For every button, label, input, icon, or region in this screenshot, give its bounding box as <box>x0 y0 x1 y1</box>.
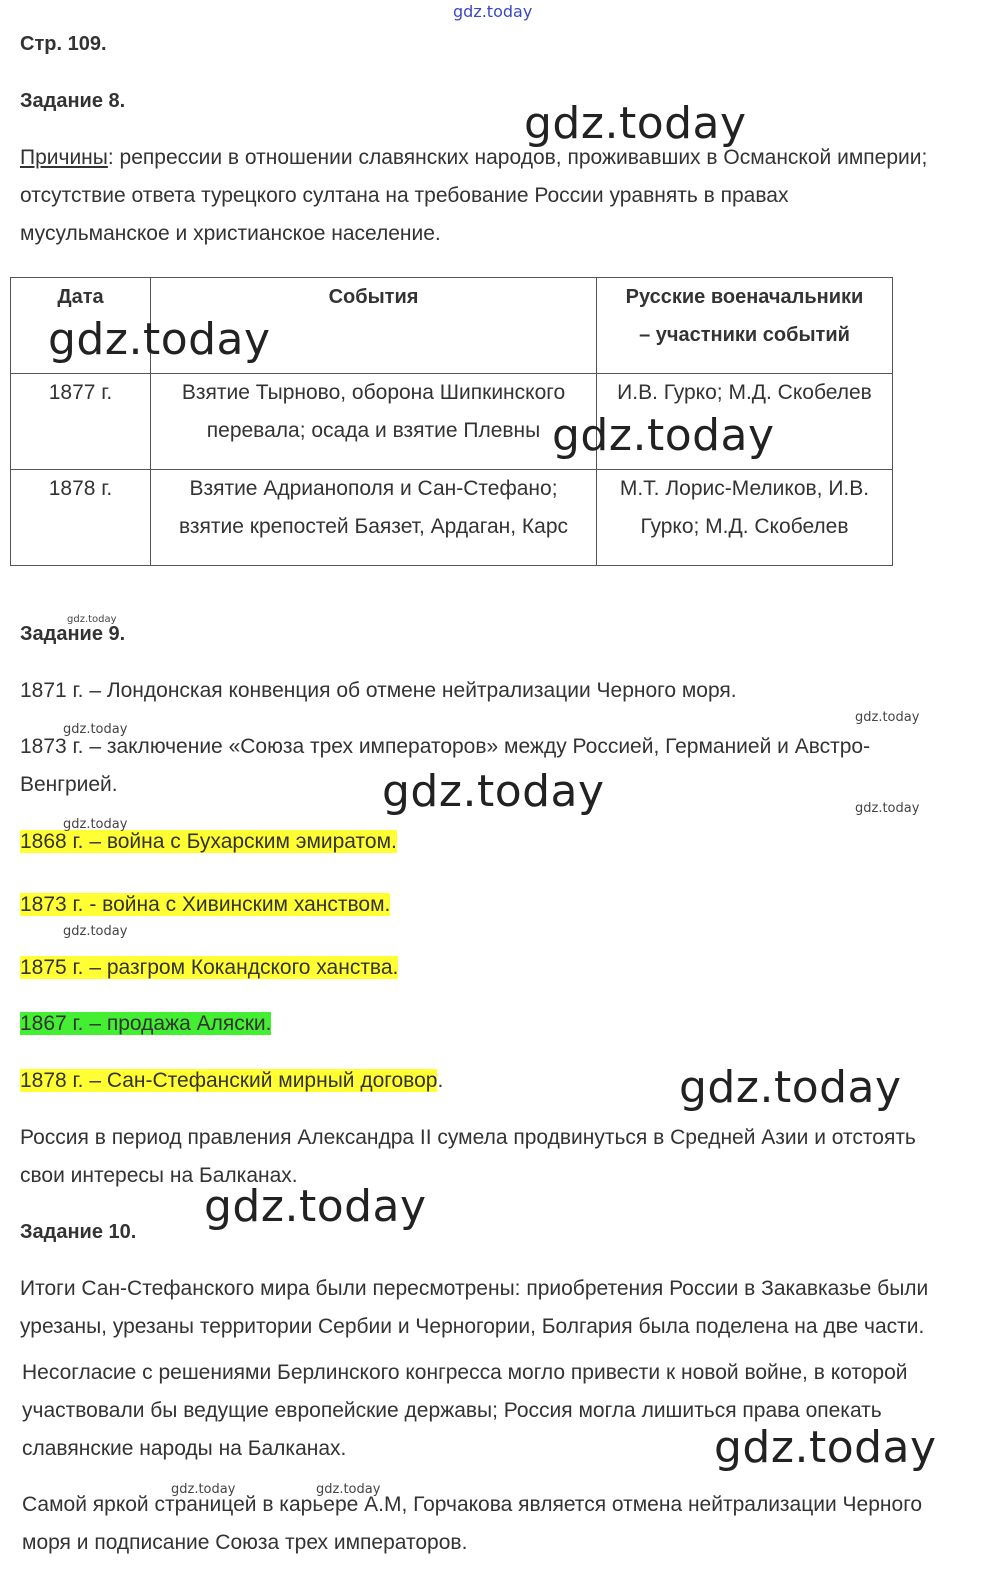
causes-label: Причины <box>20 146 108 169</box>
causes-line1: : репрессии в отношении славянских народов, проживавших в Османской империи; <box>107 146 928 169</box>
highlight-tail: . <box>437 1069 444 1092</box>
task10-title: Задание 10. <box>20 1221 137 1243</box>
row-date: 1878 г. <box>11 470 151 566</box>
task10-p3b: моря и подписание Союза трех императоров. <box>22 1531 468 1554</box>
watermark-small: gdz.today <box>855 801 920 816</box>
task10-p2b: участвовали бы ведущие европейские державы; Россия могла лишиться права опекать <box>22 1399 882 1422</box>
watermark-small: gdz.today <box>316 1482 381 1497</box>
header-leaders-line2: – участники событий <box>639 324 850 346</box>
highlight-line <box>20 1005 271 1043</box>
task9-line2b: Венгрией. <box>20 773 118 796</box>
watermark-top: gdz.today <box>453 2 533 21</box>
row-leaders-line1: И.В. Гурко; М.Д. Скобелев <box>617 381 872 404</box>
header-date: Дата <box>11 278 151 374</box>
row-leaders-line1: М.Т. Лорис-Меликов, И.В. <box>619 477 870 500</box>
watermark-small: gdz.today <box>171 1482 236 1497</box>
row-events <box>151 470 597 566</box>
watermark-large: gdz.today <box>552 410 775 461</box>
causes-line3: мусульманское и христианское население. <box>20 222 441 245</box>
task9-line2a: 1873 г. – заключение «Союза трех императоров» между Россией, Германией и Австро- <box>20 735 871 758</box>
watermark-small: gdz.today <box>63 817 128 832</box>
watermark-large: gdz.today <box>679 1062 902 1113</box>
causes-line2: отсутствие ответа турецкого султана на требование России уравнять в правах <box>20 184 789 207</box>
watermark-small: gdz.today <box>855 710 920 725</box>
task8-title: Задание 8. <box>20 90 126 112</box>
highlight-kokand: 1875 г. – разгром Кокандского ханства. <box>20 956 399 979</box>
watermark-small: gdz.today <box>63 722 128 737</box>
watermark-large: gdz.today <box>714 1422 937 1473</box>
row-event-line2: взятие крепостей Баязет, Ардаган, Карс <box>178 515 569 538</box>
highlight-line <box>20 886 390 924</box>
task9-summary1: Россия в период правления Александра II сумела продвинуться в Средней Азии и отстоять <box>20 1126 916 1149</box>
highlight-san-stefano: 1878 г. – Сан-Стефанский мирный договор <box>20 1069 438 1092</box>
table-row <box>11 470 893 566</box>
header-leaders-line1: Русские военачальники <box>625 286 864 308</box>
row-event-line1: Взятие Тырново, оборона Шипкинского <box>181 381 566 404</box>
row-events <box>151 374 597 470</box>
task10-p1b: урезаны, урезаны территории Сербии и Черногории, Болгария была поделена на две части. <box>20 1315 925 1338</box>
header-events: События <box>151 278 597 374</box>
row-event-line1: Взятие Адрианополя и Сан-Стефано; <box>189 477 558 500</box>
highlight-line <box>20 949 398 987</box>
task8-causes <box>20 139 927 177</box>
watermark-small: gdz.today <box>67 614 117 625</box>
highlight-khiva: 1873 г. - война с Хивинским ханством. <box>20 893 391 916</box>
task10-p1a: Итоги Сан-Стефанского мира были пересмотрены: приобретения России в Закавказье были <box>20 1277 929 1300</box>
watermark-large: gdz.today <box>382 766 605 817</box>
highlight-alaska: 1867 г. – продажа Аляски. <box>20 1012 272 1035</box>
page-header: Стр. 109. <box>20 33 107 55</box>
task10-p2a: Несогласие с решениями Берлинского конгресса могло привести к новой войне, в которой <box>22 1361 908 1384</box>
task10-p3a: Самой яркой страницей в карьере А.М, Горчакова является отмена нейтрализации Черного <box>22 1493 923 1516</box>
highlight-bukhara: 1868 г. – война с Бухарским эмиратом. <box>20 830 397 853</box>
task10-p2c: славянские народы на Балканах. <box>22 1437 347 1460</box>
row-leaders-line2: Гурко; М.Д. Скобелев <box>640 515 849 538</box>
watermark-large: gdz.today <box>48 314 271 365</box>
header-leaders <box>597 278 893 374</box>
watermark-small: gdz.today <box>63 924 128 939</box>
task9-summary2: свои интересы на Балканах. <box>20 1164 298 1187</box>
task9-title: Задание 9. <box>20 623 126 645</box>
row-leaders <box>597 470 893 566</box>
row-date: 1877 г. <box>11 374 151 470</box>
task9-line1: 1871 г. – Лондонская конвенция об отмене нейтрализации Черного моря. <box>20 679 737 702</box>
watermark-large: gdz.today <box>204 1181 427 1232</box>
highlight-line <box>20 1062 443 1100</box>
watermark-large: gdz.today <box>524 98 747 149</box>
row-event-line2: перевала; осада и взятие Плевны <box>206 419 541 442</box>
